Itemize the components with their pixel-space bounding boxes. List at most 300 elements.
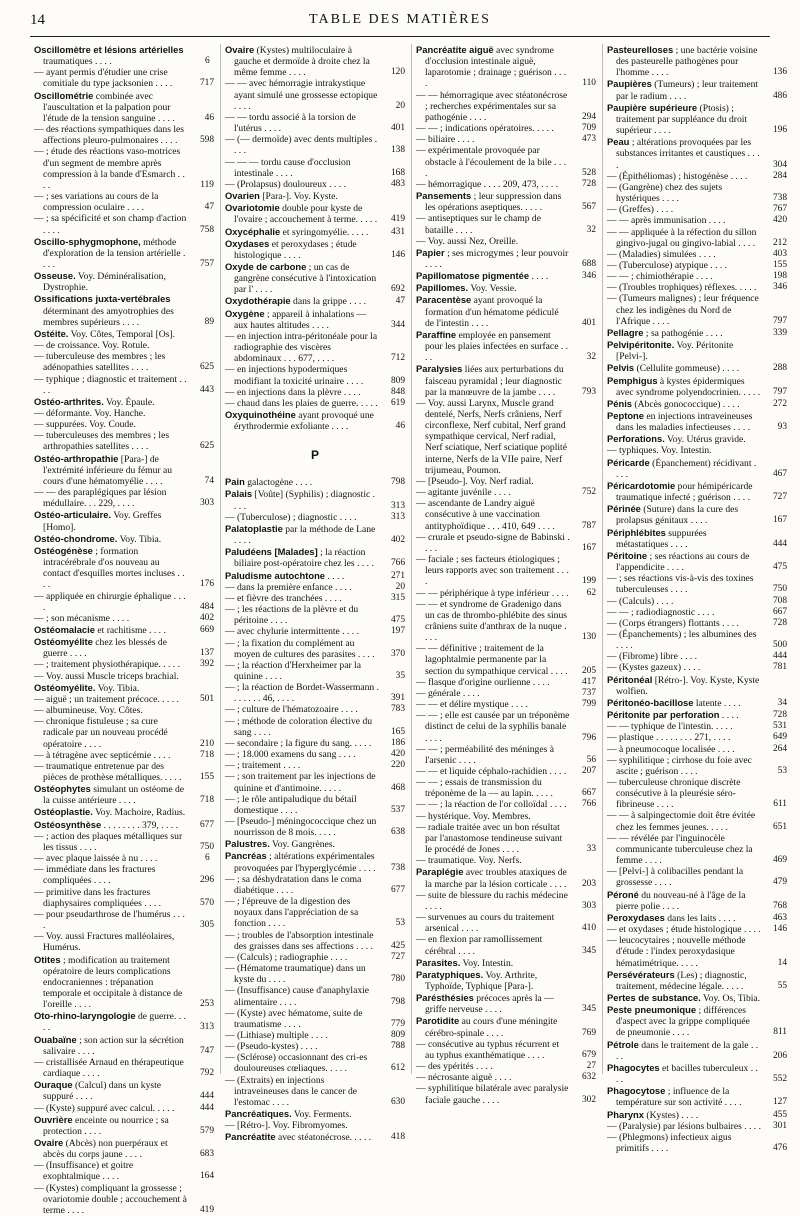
entry-page-number: 264 xyxy=(782,744,787,755)
entry-heading: Péroné xyxy=(607,889,639,900)
entry-text: et rachitisme . . . . xyxy=(95,625,166,636)
entry-text: — (Insuffisance) et goitre exophtalmique . . . . xyxy=(34,1160,133,1182)
entry-heading: Papillomes. xyxy=(416,282,468,293)
entry-page-number: 669 xyxy=(209,625,214,636)
entry-text: double pour kyste de l'ovaire ; accouchement à terme. . . . . xyxy=(234,203,377,225)
index-entry xyxy=(34,1010,214,1033)
entry-text: avec troubles ataxiques de la marche par la lésion corticale . . . . xyxy=(425,867,567,889)
entry-text: ; un cas de gangrène consécutive à l'intoxication par l' . . . . xyxy=(234,262,376,295)
index-entry xyxy=(34,624,214,636)
header-rule xyxy=(30,36,770,37)
entry-text: — (Tuberculose) ; diagnostic . . . . xyxy=(225,512,357,523)
index-entry xyxy=(607,249,787,260)
index-entry xyxy=(225,660,405,682)
entry-heading: Ouabaïne xyxy=(34,1034,77,1045)
entry-heading: Pemphigus xyxy=(607,375,658,386)
index-entry xyxy=(416,554,596,587)
entry-page-number: 612 xyxy=(400,1063,405,1074)
entry-page-number: 848 xyxy=(400,387,405,398)
index-entry xyxy=(607,992,787,1004)
entry-text: ; leur suppression dans les opérations aseptiques. . . . . xyxy=(425,191,561,213)
index-entry xyxy=(34,67,214,89)
entry-page-number: 418 xyxy=(400,1132,405,1143)
entry-heading: Paupières xyxy=(607,78,652,89)
index-entry xyxy=(225,582,405,593)
index-entry xyxy=(34,1114,214,1137)
entry-heading: Palais xyxy=(225,488,252,499)
index-entry xyxy=(607,410,787,433)
entry-text: — immédiate dans les fractures compliquées . . . . xyxy=(34,864,155,886)
entry-page-number: 220 xyxy=(400,760,405,771)
entry-page-number: 127 xyxy=(782,1097,787,1108)
entry-text: — tuberculeuse des membres ; les adénopathies satellites . . . . xyxy=(34,351,165,373)
index-entry xyxy=(607,339,787,362)
index-entry xyxy=(34,1183,214,1216)
entry-heading: Ostéomalacie xyxy=(34,624,95,635)
entry-page-number: 552 xyxy=(782,1074,787,1085)
index-entry xyxy=(225,512,405,523)
entry-page-number: 767 xyxy=(782,204,787,215)
index-entry xyxy=(607,709,787,721)
entry-page-number: 717 xyxy=(209,78,214,89)
entry-text: — (Tumeurs malignes) ; leur fréquence chez les indigènes du Nord de l'Afrique . . . . xyxy=(607,293,759,326)
entry-text: (Abcès) non puerpéraux et abcès du corps jaune . . . . xyxy=(43,1138,168,1160)
entry-page-number: 486 xyxy=(782,91,787,102)
entry-text: — — avec hémorragie intrakystique ayant simulé une grossesse ectopique . . . . xyxy=(225,78,377,111)
index-entry xyxy=(34,1103,214,1114)
index-entry xyxy=(416,487,596,498)
index-entry xyxy=(34,146,214,191)
index-entry xyxy=(34,954,214,1011)
entry-text: — [Pelvi-] à colibacilles pendant la grossesse . . . . xyxy=(607,866,743,888)
entry-text: — ayant permis d'étudier une crise comitiale du type jacksonien . . . . xyxy=(34,67,172,89)
entry-page-number: 473 xyxy=(591,134,596,145)
entry-text: — — et syndrome de Gradenigo dans un cas de thrombo-phlébite des sinus crâniens suite d'anthrax de la nuque . . . . xyxy=(416,599,567,643)
entry-page-number: 138 xyxy=(400,145,405,156)
entry-page-number: 402 xyxy=(400,535,405,546)
entry-heading: Peau xyxy=(607,136,629,147)
entry-heading: Phagocytose xyxy=(607,1085,665,1096)
entry-page-number: 692 xyxy=(400,284,405,295)
entry-page-number: 315 xyxy=(400,593,405,604)
entry-text: Voy. Tibia. xyxy=(95,683,139,694)
entry-heading: Phagocytes xyxy=(607,1062,660,1073)
index-entry xyxy=(607,204,787,215)
entry-page-number: 768 xyxy=(782,901,787,912)
index-entry xyxy=(607,912,787,924)
entry-heading: Péritonéo-bacillose xyxy=(607,697,693,708)
index-entry xyxy=(34,293,214,327)
index-entry xyxy=(225,985,405,1007)
entry-heading: Pancréatite xyxy=(225,1131,276,1142)
entry-text: — générale . . . . xyxy=(416,688,480,699)
entry-page-number: 809 xyxy=(400,376,405,387)
index-entry xyxy=(225,593,405,604)
index-entry xyxy=(34,659,214,670)
entry-text: — (Kyste) suppuré avec calcul. . . . . xyxy=(34,1103,174,1114)
entry-text: — ; traitement physiothérapique. . . . . xyxy=(34,659,180,670)
index-entry xyxy=(607,362,787,374)
entry-page-number: 728 xyxy=(591,179,596,190)
entry-heading: Ostéo-arthropathie xyxy=(34,453,118,464)
entry-text: — crurale et pseudo-signe de Babinski . . . . xyxy=(416,532,570,554)
index-entry xyxy=(607,550,787,573)
entry-heading: Oxycéphalie xyxy=(225,226,280,237)
index-entry xyxy=(225,226,405,238)
entry-text: — Voy. aussi Fractures malléolaires, Humérus. xyxy=(34,931,174,953)
entry-page-number: 444 xyxy=(209,1103,214,1114)
index-entry xyxy=(607,573,787,595)
entry-text: — [Pseudo-] méningococcique chez un nourrisson de 8 mois. . . . . xyxy=(225,816,376,838)
index-entry xyxy=(225,112,405,134)
index-entry xyxy=(607,457,787,480)
entry-text: du nouveau-né à l'âge de la pierre polie . . . . xyxy=(616,890,745,912)
index-entry xyxy=(607,398,787,410)
entry-text: (Suture) dans la cure des prolapsus génitaux . . . . xyxy=(616,504,738,526)
entry-text: — syphilitique ; cirrhose du foie avec ascite ; guérison . . . . xyxy=(607,755,752,777)
entry-page-number: 728 xyxy=(782,710,787,721)
entry-text: — ; ses réactions vis-à-vis des toxines tuberculeuses . . . . xyxy=(607,573,754,595)
entry-text: — (Phlegmons) infectieux aigus primitifs . . . . xyxy=(607,1132,731,1154)
entry-text: — dans la première enfance . . . . xyxy=(225,582,352,593)
index-entry xyxy=(34,191,214,213)
entry-page-number: 531 xyxy=(782,721,787,732)
index-entry xyxy=(34,453,214,487)
entry-text: — primitive dans les fractures diaphysaires compliquées . . . . xyxy=(34,887,161,909)
index-entry xyxy=(34,705,214,716)
entry-text: — (Extraits) en injections intraveineuses dans le cancer de l'estomac . . . . xyxy=(225,1075,357,1108)
entry-page-number: 370 xyxy=(400,649,405,660)
entry-page-number: 712 xyxy=(400,353,405,364)
entry-page-number: 483 xyxy=(400,179,405,190)
index-entry xyxy=(225,1041,405,1052)
entry-text: suppurées métastatiques . . . . xyxy=(616,528,707,550)
entry-heading: Ostéo-articulaire. xyxy=(34,509,111,520)
index-entry xyxy=(416,934,596,956)
entry-page-number: 500 xyxy=(782,640,787,651)
index-entry xyxy=(225,738,405,749)
entry-text: — cristallisée Arnaud en thérapeutique cardiaque . . . . xyxy=(34,1057,184,1079)
entry-text: — (Tuberculose) atypique . . . . xyxy=(607,260,727,271)
entry-page-number: 155 xyxy=(209,772,214,783)
entry-text: — ; méthode de coloration élective du sang . . . . xyxy=(225,716,372,738)
entry-page-number: 444 xyxy=(782,539,787,550)
index-entry xyxy=(416,282,596,294)
entry-heading: Ostéomyélite xyxy=(34,636,93,647)
index-entry xyxy=(416,213,596,235)
index-entry xyxy=(416,766,596,777)
entry-heading: Péritonéal xyxy=(607,674,652,685)
index-entry xyxy=(416,643,596,676)
index-entry xyxy=(416,699,596,710)
entry-page-number: 708 xyxy=(782,596,787,607)
entry-heading: Pancréas xyxy=(225,850,267,861)
index-entry xyxy=(34,236,214,270)
index-entry xyxy=(225,78,405,111)
entry-page-number: 301 xyxy=(782,1121,787,1132)
entry-text: — agitante juvénile . . . . xyxy=(416,487,511,498)
entry-text: — ; son traitement par les injections de quinine et d'antimoine. . . . . xyxy=(225,771,376,793)
index-entry xyxy=(416,1039,596,1061)
entry-page-number: 401 xyxy=(400,123,405,134)
entry-text: — à tétragène avec septicémie . . . . xyxy=(34,750,170,761)
entry-text: — (Épanchements) ; les albumines des . . . . xyxy=(607,629,756,651)
entry-page-number: 392 xyxy=(209,659,214,670)
entry-heading: Palatoplastie xyxy=(225,523,283,534)
entry-page-number: 567 xyxy=(591,202,596,213)
entry-text: ; la réaction biliaire post-opératoire chez les . . . . xyxy=(234,547,374,569)
entry-text: Voy. Péritonite [Pelvi-]. xyxy=(616,340,733,362)
index-entry xyxy=(34,351,214,373)
index-entry xyxy=(416,912,596,934)
index-entry xyxy=(416,588,596,599)
entry-heading: Périnée xyxy=(607,503,641,514)
index-entry xyxy=(607,674,787,697)
index-entry xyxy=(225,179,405,190)
index-entry xyxy=(34,396,214,408)
index-entry xyxy=(607,78,787,101)
index-entry xyxy=(225,1120,405,1131)
entry-text: — traumatique. Voy. Nerfs. xyxy=(416,855,522,866)
entry-page-number: 625 xyxy=(209,362,214,373)
entry-heading: Ostéoplastie. xyxy=(34,806,93,817)
entry-page-number: 302 xyxy=(591,1095,596,1106)
entry-text: Voy. Côtes, Temporal [Os]. xyxy=(68,329,175,340)
entry-page-number: 679 xyxy=(591,1050,596,1061)
entry-text: en injections intraveineuses dans les maladies infectieuses . . . . xyxy=(616,411,752,433)
entry-heading: Ovariotomie xyxy=(225,202,280,213)
index-entry xyxy=(416,992,596,1015)
entry-page-number: 207 xyxy=(591,766,596,777)
index-entry xyxy=(225,190,405,202)
entry-text: ; formation intracérébrale d'os nouveau au contact d'esquilles mortes incluses . . . . xyxy=(43,546,185,590)
index-entry xyxy=(225,134,405,156)
entry-text: Voy. Épaule. xyxy=(104,397,155,408)
entry-page-number: 346 xyxy=(591,271,596,282)
entry-text: [Para-] de l'extrémité inférieure du fémur au cours d'une hématomyélie . . . . xyxy=(43,454,172,487)
index-entry xyxy=(225,896,405,929)
entry-page-number: 344 xyxy=(400,320,405,331)
entry-page-number: 146 xyxy=(400,250,405,261)
entry-page-number: 799 xyxy=(591,699,596,710)
entry-text: — (Prolapsus) douloureux . . . . xyxy=(225,179,346,190)
index-entry: Oscillomètre et lésions artérielles traumatiques . . . . 6 xyxy=(34,44,214,67)
entry-page-number: 570 xyxy=(209,898,214,909)
entry-text: — ; ses variations au cours de la compression oculaire . . . . xyxy=(34,191,158,213)
index-entry xyxy=(607,1085,787,1108)
index-entry xyxy=(34,671,214,682)
entry-text: ; une bactérie voisine des pasteurelle pathogènes pour l'homme . . . . xyxy=(616,45,757,78)
index-entry xyxy=(416,969,596,992)
index-entry xyxy=(225,398,405,409)
index-entry xyxy=(225,930,405,952)
entry-text: — hémorragique . . . . 209, 473, . . . . xyxy=(416,179,558,190)
entry-text: — à pneumocoque localisée . . . . xyxy=(607,744,735,755)
entry-text: — ; action des plaques métalliques sur les tissus . . . . xyxy=(34,831,182,853)
entry-heading: Ostéophytes xyxy=(34,783,91,794)
entry-text: liées aux perturbations du faisceau pyramidal ; leur diagnostic par la manœuvre de la jambe . . . . xyxy=(425,364,564,397)
index-entry xyxy=(34,909,214,931)
entry-heading: Paracentèse xyxy=(416,294,471,305)
entry-page-number: 419 xyxy=(400,214,405,225)
entry-page-number: 797 xyxy=(782,387,787,398)
entry-text: — ; l'épreuve de la digestion des noyaux dans l'appréciation de sa fonction . . . . xyxy=(225,896,358,929)
entry-text: — hystérique. Voy. Membres. xyxy=(416,811,531,822)
index-entry xyxy=(607,1121,787,1132)
entry-page-number: 798 xyxy=(400,477,405,488)
index-entry xyxy=(34,636,214,659)
entry-text: (Calcul) dans un kyste suppuré . . . . xyxy=(43,1080,161,1102)
index-entry xyxy=(416,145,596,178)
entry-text: — en injections dans la plèvre . . . . xyxy=(225,387,361,398)
index-entry xyxy=(225,794,405,816)
entry-page-number: 651 xyxy=(782,822,787,833)
entry-page-number: 727 xyxy=(400,952,405,963)
entry-text: chez les blessés de guerre . . . . xyxy=(43,637,167,659)
entry-page-number: 537 xyxy=(400,805,405,816)
index-entry xyxy=(225,1030,405,1041)
entry-text: . . . . xyxy=(529,271,548,282)
entry-text: — et fièvre des tranchées . . . . xyxy=(225,593,342,604)
index-entry xyxy=(416,532,596,554)
index-entry xyxy=(225,476,405,488)
entry-page-number: 203 xyxy=(591,879,596,890)
index-entry xyxy=(225,1052,405,1074)
entry-page-number: 787 xyxy=(591,521,596,532)
index-entry xyxy=(607,271,787,282)
index-entry xyxy=(225,261,405,295)
index-entry xyxy=(607,935,787,968)
index-entry xyxy=(34,819,214,831)
entry-heading: Ovaire xyxy=(34,1137,63,1148)
entry-text: — survenues au cours du traitement arsenical . . . . xyxy=(416,912,554,934)
entry-heading: Périphlébites xyxy=(607,527,666,538)
entry-text: précoces après la — griffe nerveuse . . . . xyxy=(425,993,554,1015)
entry-page-number: 758 xyxy=(209,225,214,236)
entry-text: — de croissance. Voy. Rotule. xyxy=(34,340,149,351)
index-entry xyxy=(225,638,405,660)
entry-heading: Pancréatiques. xyxy=(225,1108,292,1119)
index-entry xyxy=(34,783,214,806)
index-entry xyxy=(34,682,214,694)
index-entry xyxy=(607,618,787,629)
index-entry xyxy=(34,90,214,124)
index-entry xyxy=(416,363,596,397)
entry-page-number: 176 xyxy=(209,579,214,590)
entry-text: (Kystes) multiloculaire à gauche et dermoïde à droite chez la même femme . . . . xyxy=(234,45,370,78)
index-entry xyxy=(34,864,214,886)
index-entry xyxy=(416,1083,596,1105)
entry-text: — ; sa spécificité et son champ d'action . . . . xyxy=(34,213,186,235)
entry-text: — (Kystes gazeux) . . . . xyxy=(607,662,700,673)
entry-text: — plastique . . . . . . . . 271, . . . . xyxy=(607,732,730,743)
entry-text: — (Paralysie) par lésions bulbaires . . . . xyxy=(607,1121,761,1132)
entry-page-number: 688 xyxy=(591,259,596,270)
entry-page-number: 780 xyxy=(400,974,405,985)
entry-heading: Ostéogénèse xyxy=(34,545,93,556)
entry-text: — ; la réaction de Bordet-Wassermann . . . . . . . 46, . . . . xyxy=(225,682,379,704)
page-header xyxy=(30,12,770,32)
index-entry xyxy=(416,90,596,123)
entry-text: — et oxydases ; étude histologique . . . . xyxy=(607,924,761,935)
entry-page-number: 677 xyxy=(400,885,405,896)
index-entry xyxy=(34,591,214,613)
entry-text: — faciale ; ses facteurs étiologiques ; leurs rapports avec son traitement . . . . xyxy=(416,554,569,587)
entry-page-number: 431 xyxy=(400,227,405,238)
entry-text: — ; 18.000 examens du sang . . . . xyxy=(225,749,356,760)
index-entry xyxy=(34,374,214,396)
entry-page-number: 766 xyxy=(591,799,596,810)
entry-heading: Paraplégie xyxy=(416,866,463,877)
entry-text: — syphilitique bilatérale avec paralysie faciale gauche . . . . xyxy=(416,1083,568,1105)
entry-text: [Para-]. Voy. Kyste. xyxy=(260,191,338,202)
entry-page-number: 288 xyxy=(782,363,787,374)
entry-page-number: 146 xyxy=(782,924,787,935)
entry-page-number: 272 xyxy=(782,399,787,410)
entry-page-number: 737 xyxy=(591,688,596,699)
entry-text: — — révélée par l'inguinocèle communicante tuberculeuse chez la femme . . . . xyxy=(607,833,753,866)
entry-text: dans le traitement de la gale . . . . xyxy=(616,1040,758,1062)
index-entry xyxy=(607,44,787,78)
entry-text: — Voy. aussi Nez, Oreille. xyxy=(416,236,518,247)
index-entry xyxy=(416,190,596,213)
index-entry xyxy=(225,409,405,432)
index-entry xyxy=(416,476,596,487)
entry-text: — ; la réaction d'Herxheimer par la quinine . . . . xyxy=(225,660,361,682)
index-entry xyxy=(225,157,405,179)
entry-text: — — périphérique à type inférieur . . . . xyxy=(416,588,569,599)
index-entry xyxy=(225,749,405,760)
index-entry xyxy=(607,102,787,136)
index-entry xyxy=(607,282,787,293)
index-entry xyxy=(225,874,405,896)
index-entry xyxy=(416,677,596,688)
index-entry xyxy=(225,202,405,225)
index-entry xyxy=(225,1131,405,1143)
index-entry xyxy=(225,626,405,637)
entry-text: — nécrosante aiguë . . . . xyxy=(416,1072,511,1083)
entry-text: — — ; essais de transmission du tréponème de la — au lapin. . . . . xyxy=(416,777,553,799)
entry-heading: Pansements xyxy=(416,190,471,201)
entry-heading: Oxyde de carbone xyxy=(225,261,306,272)
entry-page-number: 783 xyxy=(400,704,405,715)
index-entry xyxy=(607,833,787,866)
entry-page-number: 752 xyxy=(591,487,596,498)
index-entry xyxy=(607,503,787,526)
entry-page-number: 718 xyxy=(209,795,214,806)
entry-page-number: 345 xyxy=(591,1004,596,1015)
entry-heading: Paludéens [Malades] xyxy=(225,546,318,557)
entry-heading: Paralysies xyxy=(416,363,462,374)
entry-heading: Ouvrière xyxy=(34,1114,73,1125)
entry-text: — — des paraplégiques par lésion médullaire. . . 229, . . . . xyxy=(34,487,166,509)
entry-text: — (Kystes) compliquant la grossesse ; ovariotomie double ; accouchement à terme . . . . xyxy=(34,1183,187,1216)
index-entry xyxy=(607,480,787,503)
index-entry xyxy=(607,227,787,249)
index-entry xyxy=(225,364,405,386)
entry-text: ; ses réactions au cours de l'appendicite . . . . xyxy=(616,551,749,573)
entry-text: et peroxydases ; étude histologique . . . . xyxy=(234,239,357,261)
index-entry xyxy=(607,651,787,662)
index-entry xyxy=(225,952,405,963)
entry-text: Voy. Tibia. xyxy=(117,534,161,545)
entry-heading: Oscillo-sphygmophone, xyxy=(34,236,141,247)
index-column-4 xyxy=(602,44,787,1074)
entry-page-number: 210 xyxy=(209,739,214,750)
entry-page-number: 475 xyxy=(400,615,405,626)
entry-text: — suppurées. Voy. Coude. xyxy=(34,419,136,430)
entry-text: dans les laits . . . . xyxy=(665,913,736,924)
